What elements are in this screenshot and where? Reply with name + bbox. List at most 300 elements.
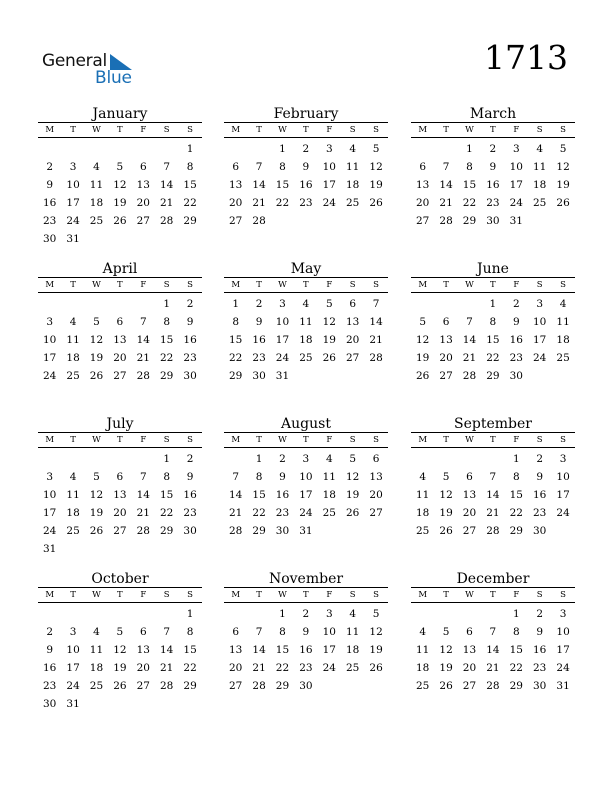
day-cell: 12	[89, 334, 104, 346]
weekday-label: F	[326, 125, 333, 135]
day-cell: 16	[299, 644, 313, 656]
day-cell: 16	[43, 197, 57, 209]
day-cell: 12	[416, 334, 430, 346]
day-cell: 26	[369, 662, 383, 674]
month-name: March	[469, 106, 517, 122]
weekday-rule	[411, 292, 575, 293]
day-cell: 14	[160, 644, 174, 656]
day-cell: 17	[275, 334, 290, 346]
day-cell: 19	[416, 352, 430, 364]
weekday-label: T	[490, 125, 496, 135]
day-cell: 7	[489, 471, 497, 483]
day-cell: 3	[325, 143, 333, 155]
day-cell: 18	[89, 197, 104, 209]
weekday-label: M	[418, 435, 428, 445]
weekday-label: T	[303, 280, 309, 290]
weekday-label: S	[373, 125, 379, 135]
day-cell: 23	[252, 352, 266, 364]
day-cell: 28	[229, 525, 243, 537]
day-cell: 3	[512, 143, 520, 155]
day-cell: 29	[509, 680, 523, 692]
weekday-label: T	[443, 435, 449, 445]
day-cell: 19	[439, 507, 453, 519]
day-cell: 26	[369, 197, 383, 209]
day-cell: 13	[416, 179, 430, 191]
day-cell: 15	[275, 644, 290, 656]
day-cell: 17	[533, 334, 547, 346]
day-cell: 30	[43, 233, 57, 245]
day-cell: 18	[66, 507, 80, 519]
day-cell: 6	[419, 161, 427, 173]
day-cell: 15	[275, 179, 290, 191]
day-cell: 1	[186, 143, 194, 155]
weekday-label: F	[140, 280, 147, 290]
day-cell: 16	[533, 489, 547, 501]
day-cell: 18	[322, 489, 336, 501]
weekday-rule	[224, 137, 388, 138]
day-cell: 1	[232, 298, 240, 310]
day-cell: 11	[346, 161, 360, 173]
day-cell: 21	[252, 197, 266, 209]
day-cell: 16	[533, 644, 547, 656]
day-cell: 9	[489, 161, 497, 173]
day-cell: 14	[160, 179, 174, 191]
weekday-header	[411, 589, 575, 602]
day-cell: 2	[46, 161, 54, 173]
day-cell: 10	[322, 626, 336, 638]
day-cell: 31	[66, 233, 80, 245]
month-name: April	[102, 261, 138, 277]
weekday-label: W	[278, 125, 287, 135]
month-name: July	[106, 416, 134, 432]
day-cell: 11	[66, 334, 80, 346]
day-cell: 10	[322, 161, 336, 173]
day-cell: 24	[322, 662, 336, 674]
day-cell: 12	[556, 161, 570, 173]
weekday-label: T	[70, 280, 76, 290]
weekday-label: W	[278, 590, 287, 600]
day-cell: 25	[346, 662, 360, 674]
day-cell: 22	[252, 507, 266, 519]
day-cell: 15	[509, 489, 523, 501]
weekday-label: W	[465, 435, 474, 445]
day-cell: 1	[255, 453, 263, 465]
month-header-rule	[38, 122, 202, 123]
day-cell: 10	[299, 471, 313, 483]
day-cell: 31	[43, 543, 57, 555]
day-cell: 6	[116, 316, 124, 328]
day-cell: 31	[509, 215, 523, 227]
day-cell: 2	[536, 453, 544, 465]
day-cell: 21	[486, 507, 500, 519]
month-header-rule	[411, 432, 575, 433]
weekday-label: T	[443, 590, 449, 600]
weekday-rule	[38, 602, 202, 603]
day-cell: 17	[299, 489, 313, 501]
day-cell: 15	[462, 179, 477, 191]
day-cell: 30	[43, 698, 57, 710]
day-cell: 2	[186, 298, 194, 310]
month-name: November	[268, 571, 344, 587]
weekday-label: W	[278, 280, 287, 290]
day-cell: 22	[183, 662, 197, 674]
day-cell: 23	[533, 662, 547, 674]
day-cell: 19	[369, 644, 383, 656]
weekday-header	[411, 124, 575, 137]
day-cell: 26	[439, 680, 453, 692]
day-cell: 4	[559, 298, 567, 310]
day-cell: 8	[279, 161, 286, 173]
weekday-header	[224, 434, 388, 447]
day-cell: 5	[442, 626, 450, 638]
day-cell: 18	[346, 179, 360, 191]
day-cell: 27	[229, 680, 243, 692]
day-cell: 4	[93, 161, 100, 173]
day-cell: 24	[43, 525, 57, 537]
day-cell: 1	[279, 143, 286, 155]
day-cell: 31	[299, 525, 313, 537]
day-cell: 2	[512, 298, 520, 310]
weekday-label: M	[45, 280, 55, 290]
day-cell: 4	[419, 471, 427, 483]
logo-blue-text: Blue	[95, 68, 132, 88]
day-cell: 10	[43, 334, 57, 346]
day-cell: 3	[302, 453, 310, 465]
day-cell: 18	[299, 334, 313, 346]
day-cell: 5	[325, 298, 333, 310]
weekday-label: T	[443, 125, 449, 135]
day-cell: 29	[252, 525, 266, 537]
day-cell: 22	[160, 352, 174, 364]
day-cell: 15	[509, 644, 523, 656]
weekday-label: S	[187, 280, 193, 290]
weekday-label: T	[70, 435, 76, 445]
day-cell: 21	[136, 507, 150, 519]
day-cell: 29	[462, 215, 477, 227]
day-cell: 27	[416, 215, 430, 227]
day-cell: 10	[66, 644, 80, 656]
day-cell: 29	[275, 680, 290, 692]
day-cell: 21	[369, 334, 383, 346]
day-cell: 1	[163, 453, 171, 465]
day-cell: 14	[486, 489, 500, 501]
day-cell: 26	[113, 215, 127, 227]
day-cell: 10	[556, 626, 570, 638]
day-cell: 20	[416, 197, 430, 209]
weekday-label: T	[256, 125, 262, 135]
day-cell: 9	[46, 644, 54, 656]
day-cell: 26	[346, 507, 360, 519]
day-cell: 11	[89, 644, 104, 656]
month-header-rule	[224, 122, 388, 123]
weekday-label: S	[163, 280, 170, 290]
day-cell: 6	[442, 316, 450, 328]
weekday-rule	[411, 137, 575, 138]
weekday-header	[224, 589, 388, 602]
weekday-label: F	[140, 125, 147, 135]
day-cell: 3	[69, 161, 77, 173]
day-cell: 24	[66, 215, 80, 227]
weekday-label: S	[187, 590, 193, 600]
month-name: January	[92, 106, 148, 122]
day-cell: 17	[509, 179, 523, 191]
weekday-header	[411, 279, 575, 292]
weekday-label: T	[303, 125, 309, 135]
day-cell: 16	[486, 179, 500, 191]
day-cell: 24	[556, 662, 570, 674]
weekday-rule	[224, 447, 388, 448]
day-cell: 28	[160, 680, 174, 692]
day-cell: 8	[232, 316, 240, 328]
day-cell: 15	[183, 179, 197, 191]
day-cell: 7	[489, 626, 497, 638]
weekday-label: T	[117, 590, 123, 600]
day-cell: 23	[486, 197, 500, 209]
day-cell: 30	[183, 370, 197, 382]
month-header-rule	[38, 277, 202, 278]
day-cell: 29	[486, 370, 500, 382]
day-cell: 6	[349, 298, 357, 310]
day-cell: 24	[322, 197, 336, 209]
day-cell: 27	[113, 370, 127, 382]
day-cell: 11	[416, 644, 430, 656]
day-cell: 3	[46, 316, 54, 328]
day-cell: 1	[279, 608, 286, 620]
weekday-label: T	[256, 590, 262, 600]
day-cell: 12	[346, 471, 360, 483]
day-cell: 2	[302, 608, 310, 620]
weekday-label: T	[70, 590, 76, 600]
day-cell: 5	[116, 161, 124, 173]
day-cell: 4	[536, 143, 544, 155]
day-cell: 17	[43, 352, 57, 364]
day-cell: 10	[556, 471, 570, 483]
weekday-label: S	[536, 590, 543, 600]
day-cell: 11	[299, 316, 313, 328]
weekday-label: M	[45, 435, 55, 445]
day-cell: 7	[163, 626, 171, 638]
day-cell: 20	[346, 334, 360, 346]
day-cell: 20	[229, 197, 243, 209]
weekday-label: F	[513, 435, 520, 445]
day-cell: 8	[163, 471, 171, 483]
day-cell: 25	[322, 507, 336, 519]
weekday-label: S	[163, 590, 170, 600]
day-cell: 24	[299, 507, 313, 519]
day-cell: 9	[255, 316, 263, 328]
weekday-label: S	[536, 280, 543, 290]
weekday-label: S	[536, 125, 543, 135]
weekday-label: S	[560, 435, 566, 445]
day-cell: 8	[255, 471, 263, 483]
day-cell: 13	[439, 334, 453, 346]
day-cell: 26	[556, 197, 570, 209]
day-cell: 7	[232, 471, 240, 483]
weekday-label: S	[349, 125, 356, 135]
day-cell: 3	[46, 471, 54, 483]
weekday-label: S	[373, 590, 379, 600]
month-header-rule	[38, 432, 202, 433]
weekday-rule	[38, 292, 202, 293]
day-cell: 31	[556, 680, 570, 692]
day-cell: 19	[89, 507, 104, 519]
day-cell: 25	[416, 525, 430, 537]
day-cell: 28	[136, 525, 150, 537]
day-cell: 7	[139, 316, 147, 328]
day-cell: 25	[66, 525, 80, 537]
day-cell: 22	[275, 662, 290, 674]
weekday-label: T	[490, 590, 496, 600]
day-cell: 9	[46, 179, 54, 191]
weekday-label: S	[349, 435, 356, 445]
month-name: June	[477, 261, 509, 277]
month-header-rule	[224, 587, 388, 588]
day-cell: 1	[186, 608, 194, 620]
day-cell: 15	[229, 334, 243, 346]
day-cell: 31	[275, 370, 290, 382]
day-cell: 13	[136, 179, 150, 191]
weekday-label: W	[465, 590, 474, 600]
day-cell: 26	[416, 370, 430, 382]
weekday-label: S	[187, 435, 193, 445]
day-cell: 1	[512, 453, 520, 465]
month-name: September	[454, 416, 532, 432]
day-cell: 9	[512, 316, 520, 328]
day-cell: 7	[255, 161, 263, 173]
day-cell: 11	[322, 471, 336, 483]
month-name: February	[273, 106, 339, 122]
day-cell: 12	[113, 179, 127, 191]
day-cell: 16	[43, 662, 57, 674]
weekday-header	[411, 434, 575, 447]
day-cell: 25	[556, 352, 570, 364]
day-cell: 9	[536, 626, 544, 638]
day-cell: 14	[136, 489, 150, 501]
day-cell: 30	[533, 525, 547, 537]
day-cell: 23	[299, 662, 313, 674]
day-cell: 12	[89, 489, 104, 501]
day-cell: 9	[536, 471, 544, 483]
weekday-label: F	[513, 590, 520, 600]
day-cell: 9	[302, 626, 310, 638]
day-cell: 21	[160, 662, 174, 674]
weekday-label: W	[92, 435, 101, 445]
weekday-label: W	[278, 435, 287, 445]
day-cell: 21	[439, 197, 453, 209]
day-cell: 5	[93, 316, 100, 328]
weekday-label: T	[117, 435, 123, 445]
day-cell: 16	[299, 179, 313, 191]
day-cell: 19	[89, 352, 104, 364]
day-cell: 23	[275, 507, 290, 519]
month-header-rule	[38, 587, 202, 588]
day-cell: 14	[439, 179, 453, 191]
day-cell: 23	[533, 507, 547, 519]
day-cell: 5	[116, 626, 124, 638]
day-cell: 29	[509, 525, 523, 537]
day-cell: 20	[113, 507, 127, 519]
day-cell: 20	[462, 507, 477, 519]
day-cell: 23	[509, 352, 523, 364]
day-cell: 13	[462, 644, 477, 656]
month-header-rule	[411, 587, 575, 588]
day-cell: 2	[255, 298, 263, 310]
weekday-label: S	[187, 125, 193, 135]
day-cell: 22	[486, 352, 500, 364]
day-cell: 11	[346, 626, 360, 638]
day-cell: 2	[489, 143, 497, 155]
day-cell: 26	[113, 680, 127, 692]
weekday-label: S	[560, 280, 566, 290]
day-cell: 26	[89, 525, 104, 537]
day-cell: 13	[346, 316, 360, 328]
month-header-rule	[224, 277, 388, 278]
weekday-header	[38, 589, 202, 602]
day-cell: 17	[66, 662, 80, 674]
day-cell: 4	[302, 298, 310, 310]
day-cell: 4	[325, 453, 333, 465]
day-cell: 20	[462, 662, 477, 674]
day-cell: 28	[486, 525, 500, 537]
weekday-label: T	[70, 125, 76, 135]
day-cell: 6	[466, 471, 473, 483]
day-cell: 27	[136, 680, 150, 692]
day-cell: 22	[229, 352, 243, 364]
weekday-label: M	[231, 435, 241, 445]
day-cell: 2	[302, 143, 310, 155]
weekday-header	[224, 124, 388, 137]
day-cell: 22	[509, 662, 523, 674]
day-cell: 12	[113, 644, 127, 656]
day-cell: 14	[136, 334, 150, 346]
weekday-label: F	[140, 435, 147, 445]
day-cell: 22	[275, 197, 290, 209]
weekday-header	[38, 279, 202, 292]
day-cell: 18	[89, 662, 104, 674]
day-cell: 10	[43, 489, 57, 501]
weekday-label: W	[92, 280, 101, 290]
day-cell: 14	[252, 179, 266, 191]
day-cell: 1	[489, 298, 497, 310]
day-cell: 22	[160, 507, 174, 519]
day-cell: 4	[419, 626, 427, 638]
month-name: May	[290, 261, 322, 277]
day-cell: 8	[163, 316, 171, 328]
day-cell: 27	[369, 507, 383, 519]
day-cell: 15	[160, 489, 174, 501]
day-cell: 24	[43, 370, 57, 382]
day-cell: 11	[556, 316, 570, 328]
day-cell: 3	[536, 298, 544, 310]
day-cell: 12	[322, 316, 336, 328]
weekday-label: F	[326, 435, 333, 445]
month-name: December	[456, 571, 530, 587]
weekday-label: M	[231, 125, 241, 135]
day-cell: 19	[322, 334, 336, 346]
day-cell: 23	[43, 215, 57, 227]
day-cell: 9	[302, 161, 310, 173]
day-cell: 29	[229, 370, 243, 382]
weekday-label: F	[513, 125, 520, 135]
day-cell: 22	[462, 197, 477, 209]
day-cell: 16	[252, 334, 266, 346]
weekday-label: W	[92, 125, 101, 135]
day-cell: 4	[349, 143, 357, 155]
day-cell: 20	[113, 352, 127, 364]
weekday-label: T	[303, 435, 309, 445]
year-title: 1713	[484, 38, 568, 77]
day-cell: 6	[139, 161, 147, 173]
